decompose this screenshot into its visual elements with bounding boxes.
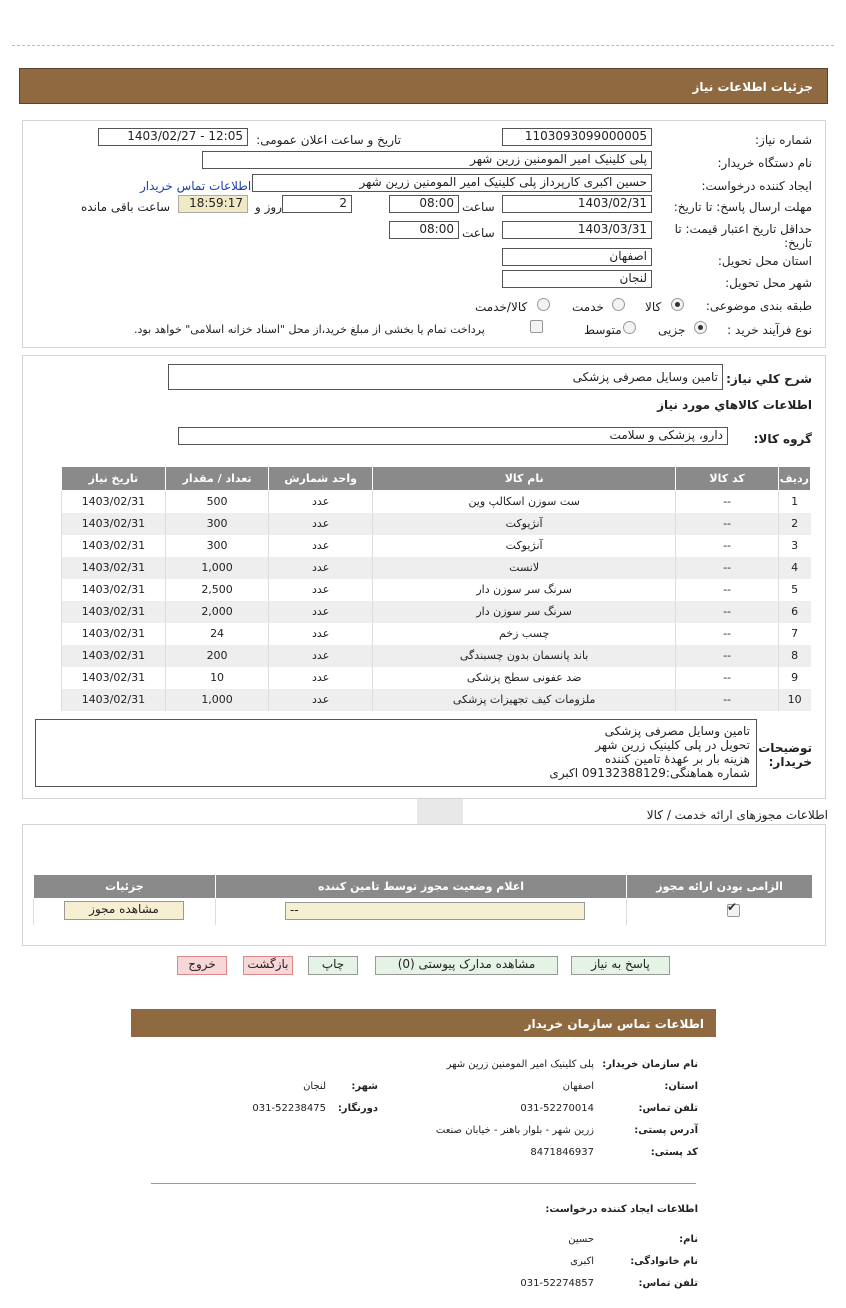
table-row <box>62 623 811 645</box>
permits-title: اطلاعات مجوزهای ارائه خدمت / کالا <box>646 808 828 822</box>
table-row <box>62 667 811 689</box>
col-qty: تعداد / مقدار <box>165 467 269 491</box>
cell-unit: عدد <box>269 645 373 667</box>
deadline-label: مهلت ارسال پاسخ: تا تاریخ: <box>673 200 812 214</box>
permit-status-field: -- <box>285 902 585 920</box>
cell-row: 7 <box>778 623 810 645</box>
table-row <box>62 601 811 623</box>
cell-unit: عدد <box>269 667 373 689</box>
category-radio-both[interactable] <box>537 298 550 311</box>
category-option-both: کالا/خدمت <box>475 300 528 314</box>
category-option-service: خدمت <box>572 300 604 314</box>
process-option-medium: متوسط <box>584 323 622 337</box>
announce-label: تاریخ و ساعت اعلان عمومی: <box>256 133 401 147</box>
cell-name: لانست <box>372 557 675 579</box>
cell-date: 1403/02/31 <box>62 623 166 645</box>
contact-phone-label: تلفن تماس: <box>638 1103 698 1114</box>
contact-address-value: زرین شهر - بلوار باهنر - خیابان صنعت <box>435 1125 594 1136</box>
creator-phone-label: تلفن تماس: <box>638 1278 698 1289</box>
cell-qty: 500 <box>165 491 269 513</box>
page-title: جزئیات اطلاعات نیاز <box>19 68 828 104</box>
table-row <box>62 513 811 535</box>
col-name: نام کالا <box>372 467 675 491</box>
cell-code: -- <box>676 491 778 513</box>
contact-province-label: استان: <box>664 1081 698 1092</box>
cell-row: 6 <box>778 601 810 623</box>
contact-divider <box>151 1183 696 1184</box>
buyer-notes-line: تحویل در پلی کلینیک زرین شهر <box>595 738 750 752</box>
cell-unit: عدد <box>269 513 373 535</box>
requester-label: ایجاد کننده درخواست: <box>701 179 812 193</box>
buyer-notes-label: توضیحات خریدار: <box>758 741 812 769</box>
cell-code: -- <box>676 513 778 535</box>
remaining-time-label: ساعت باقی مانده <box>81 200 171 214</box>
cell-qty: 2,000 <box>165 601 269 623</box>
requester-field: حسین اکبری کارپرداز پلی کلینیک امیر المومنین زرین شهر <box>252 174 652 192</box>
attachments-button[interactable]: مشاهده مدارک پیوستی (0) <box>375 956 558 975</box>
treasury-checkbox[interactable] <box>530 320 543 333</box>
buyer-org-label: نام دستگاه خریدار: <box>717 156 812 170</box>
creator-section-title: اطلاعات ایجاد کننده درخواست: <box>545 1204 698 1215</box>
cell-unit: عدد <box>269 535 373 557</box>
contact-address-label: آدرس پستی: <box>634 1125 698 1136</box>
cell-unit: عدد <box>269 689 373 711</box>
cell-qty: 1,000 <box>165 557 269 579</box>
process-radio-medium[interactable] <box>623 321 636 334</box>
permits-table-header <box>34 875 813 899</box>
city-label: شهر محل تحویل: <box>725 276 812 290</box>
category-option-goods: کالا <box>645 300 662 314</box>
cell-qty: 24 <box>165 623 269 645</box>
cell-row: 2 <box>778 513 810 535</box>
contact-org-value: پلی کلینیک امیر المومنین زرین شهر <box>446 1059 594 1070</box>
col-details: جزئیات <box>34 875 216 899</box>
creator-name-label: نام: <box>679 1234 698 1245</box>
cell-code: -- <box>676 645 778 667</box>
table-row <box>62 491 811 513</box>
cell-unit: عدد <box>269 601 373 623</box>
summary-field: تامین وسایل مصرفی پزشکی <box>168 364 723 390</box>
deadline-time-field: 08:00 <box>389 195 459 213</box>
buyer-notes-box <box>35 719 757 787</box>
deadline-days-label: روز و <box>255 200 282 214</box>
cell-name: ضد عفونی سطح پزشکی <box>372 667 675 689</box>
view-permit-button[interactable]: مشاهده مجوز <box>64 901 184 920</box>
validity-time-label: ساعت <box>462 226 495 240</box>
cell-unit: عدد <box>269 491 373 513</box>
process-radio-minor[interactable] <box>694 321 707 334</box>
cell-qty: 300 <box>165 535 269 557</box>
city-field: لنجان <box>502 270 652 288</box>
cell-name: آنژیوکت <box>372 513 675 535</box>
table-row <box>62 579 811 601</box>
cell-unit: عدد <box>269 623 373 645</box>
cell-name: سرنگ سر سوزن دار <box>372 601 675 623</box>
need-number-label: شماره نیاز: <box>755 133 812 147</box>
cell-date: 1403/02/31 <box>62 689 166 711</box>
cell-name: ملزومات کیف تجهیزات پزشکی <box>372 689 675 711</box>
category-label: طبقه بندی موضوعی: <box>705 299 812 313</box>
buyer-org-field: پلی کلینیک امیر المومنین زرین شهر <box>202 151 652 169</box>
table-row <box>62 557 811 579</box>
cell-code: -- <box>676 579 778 601</box>
creator-family-label: نام خانوادگی: <box>630 1256 698 1267</box>
cell-name: باند پانسمان بدون چسبندگی <box>372 645 675 667</box>
summary-label: شرح کلي نياز: <box>726 372 812 386</box>
goods-group-label: گروه کالا: <box>753 432 812 446</box>
col-unit: واحد شمارش <box>269 467 373 491</box>
table-row <box>62 689 811 711</box>
col-status: اعلام وضعیت مجوز توسط تامین کننده <box>215 875 626 899</box>
announce-field: 1403/02/27 - 12:05 <box>98 128 248 146</box>
cell-unit: عدد <box>269 557 373 579</box>
creator-phone-value: 031-52274857 <box>520 1278 594 1289</box>
need-number-field: 1103093099000005 <box>502 128 652 146</box>
process-label: نوع فرآیند خرید : <box>727 323 812 337</box>
cell-row: 8 <box>778 645 810 667</box>
top-divider <box>12 45 834 46</box>
cell-date: 1403/02/31 <box>62 535 166 557</box>
validity-time-field: 08:00 <box>389 221 459 239</box>
buyer-notes-line: تامین وسایل مصرفی پزشکی <box>604 724 750 738</box>
cell-date: 1403/02/31 <box>62 491 166 513</box>
cell-name: آنژیوکت <box>372 535 675 557</box>
contact-fax-value: 031-52238475 <box>252 1103 326 1114</box>
cell-qty: 1,000 <box>165 689 269 711</box>
deadline-days-field: 2 <box>282 195 352 213</box>
cell-code: -- <box>676 535 778 557</box>
cell-date: 1403/02/31 <box>62 667 166 689</box>
col-date: تاریخ نیاز <box>62 467 166 491</box>
col-code: کد کالا <box>676 467 778 491</box>
contact-province-value: اصفهان <box>562 1081 594 1092</box>
cell-row: 1 <box>778 491 810 513</box>
contact-city-label: شهر: <box>351 1081 378 1092</box>
goods-table-header <box>62 467 811 491</box>
cell-qty: 300 <box>165 513 269 535</box>
contact-postal-label: کد پستی: <box>650 1147 698 1158</box>
buyer-notes-line: شماره هماهنگی:09132388129 اکبری <box>549 766 750 780</box>
buyer-contact-link[interactable]: اطلاعات تماس خریدار <box>140 179 252 193</box>
creator-name-value: حسین <box>568 1234 594 1245</box>
exit-button[interactable]: خروج <box>177 956 227 975</box>
contact-fax-label: دورنگار: <box>337 1103 378 1114</box>
cell-row: 9 <box>778 667 810 689</box>
cell-date: 1403/02/31 <box>62 513 166 535</box>
cell-row: 10 <box>778 689 810 711</box>
treasury-note: پرداخت تمام یا بخشی از مبلغ خرید،از محل "اسناد خزانه اسلامی" خواهد بود. <box>134 323 485 336</box>
reply-button[interactable]: پاسخ به نیاز <box>571 956 670 975</box>
cell-qty: 10 <box>165 667 269 689</box>
cell-code: -- <box>676 623 778 645</box>
buyer-notes-line: هزینه بار بر عهدهٔ تامین کننده <box>604 752 750 766</box>
cell-required <box>627 899 813 925</box>
validity-date-field: 1403/03/31 <box>502 221 652 239</box>
contact-section-title: اطلاعات تماس سازمان خریدار <box>131 1009 716 1037</box>
contact-phone-value: 031-52270014 <box>520 1103 594 1114</box>
cell-code: -- <box>676 667 778 689</box>
cell-date: 1403/02/31 <box>62 601 166 623</box>
cell-row: 3 <box>778 535 810 557</box>
goods-group-field: دارو، پزشکی و سلامت <box>178 427 728 445</box>
creator-family-value: اکبری <box>570 1256 594 1267</box>
validity-label: حداقل تاریخ اعتبار قیمت: تا تاریخ: <box>674 222 812 250</box>
cell-row: 4 <box>778 557 810 579</box>
remaining-time-field: 18:59:17 <box>178 195 248 213</box>
cell-row: 5 <box>778 579 810 601</box>
cell-code: -- <box>676 689 778 711</box>
print-button[interactable]: چاپ <box>308 956 358 975</box>
category-radio-service[interactable] <box>612 298 625 311</box>
col-required: الزامی بودن ارائه مجوز <box>627 875 813 899</box>
cell-name: ست سوزن اسکالپ وین <box>372 491 675 513</box>
cell-date: 1403/02/31 <box>62 557 166 579</box>
category-radio-goods[interactable] <box>671 298 684 311</box>
check-icon: ✔ <box>727 900 738 914</box>
table-row <box>62 645 811 667</box>
cell-code: -- <box>676 601 778 623</box>
cell-name: سرنگ سر سوزن دار <box>372 579 675 601</box>
back-button[interactable]: بازگشت <box>243 956 293 975</box>
province-field: اصفهان <box>502 248 652 266</box>
cell-name: چسب زخم <box>372 623 675 645</box>
cell-qty: 200 <box>165 645 269 667</box>
cell-qty: 2,500 <box>165 579 269 601</box>
process-option-minor: جزیی <box>658 323 686 337</box>
goods-section-title: اطلاعات کالاهاي مورد نياز <box>657 398 812 412</box>
deadline-time-label: ساعت <box>462 200 495 214</box>
goods-table <box>61 466 811 711</box>
table-row <box>62 535 811 557</box>
cell-unit: عدد <box>269 579 373 601</box>
contact-org-label: نام سازمان خریدار: <box>602 1059 698 1070</box>
cell-date: 1403/02/31 <box>62 579 166 601</box>
cell-date: 1403/02/31 <box>62 645 166 667</box>
cell-code: -- <box>676 557 778 579</box>
province-label: استان محل تحویل: <box>717 254 812 268</box>
col-row: ردیف <box>778 467 810 491</box>
contact-city-value: لنجان <box>303 1081 326 1092</box>
contact-postal-value: 8471846937 <box>530 1147 594 1158</box>
deadline-date-field: 1403/02/31 <box>502 195 652 213</box>
